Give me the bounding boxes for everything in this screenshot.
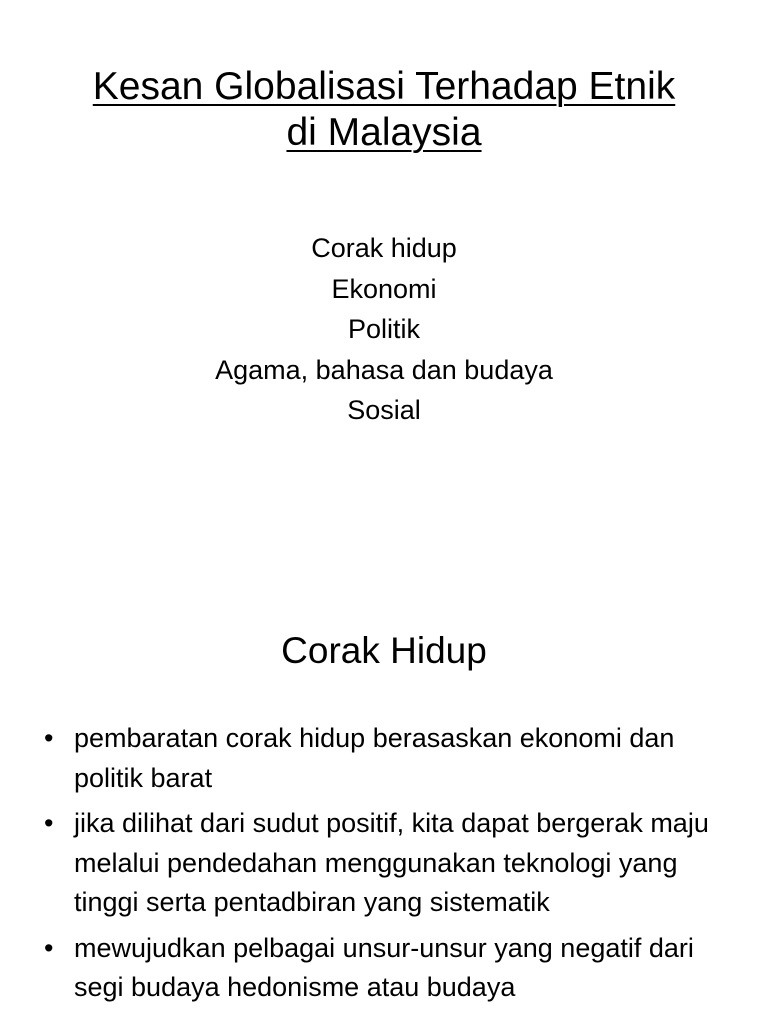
topic-item: Corak hidup: [311, 233, 457, 263]
bullet-item: [40, 929, 740, 1008]
slide-1-title-line-1: Kesan Globalisasi Terhadap Etnik: [92, 65, 676, 108]
topic-item: Agama, bahasa dan budaya: [215, 354, 553, 385]
slide-2: [0, 576, 768, 1024]
topic-item: Ekonomi: [331, 273, 437, 304]
bullet-text: jika dilihat dari sudut positif, kita dapat bergerak maju melalui pendedahan menggunakan teknologi yang tinggi serta pentadbiran yang sistematik: [74, 808, 709, 917]
slide-2-title: Corak Hidup: [281, 630, 487, 671]
bullet-icon: •: [44, 723, 54, 753]
topic-item: Politik: [347, 314, 421, 345]
slide-1-title-line-2: di Malaysia: [286, 111, 482, 154]
slide-1-title: [40, 64, 728, 156]
topic-item: Sosial: [347, 395, 421, 426]
bullet-list: [40, 719, 740, 1014]
topic-list: [40, 228, 728, 431]
bullet-item: [40, 804, 740, 923]
bullet-icon: •: [44, 932, 54, 963]
bullet-icon: •: [44, 808, 54, 838]
bullet-item: [40, 719, 740, 798]
bullet-text: mewujudkan pelbagai unsur-unsur yang negatif dari segi budaya hedonisme atau budaya: [74, 932, 694, 1002]
bullet-text: pembaratan corak hidup berasaskan ekonomi dan politik barat: [74, 723, 675, 793]
